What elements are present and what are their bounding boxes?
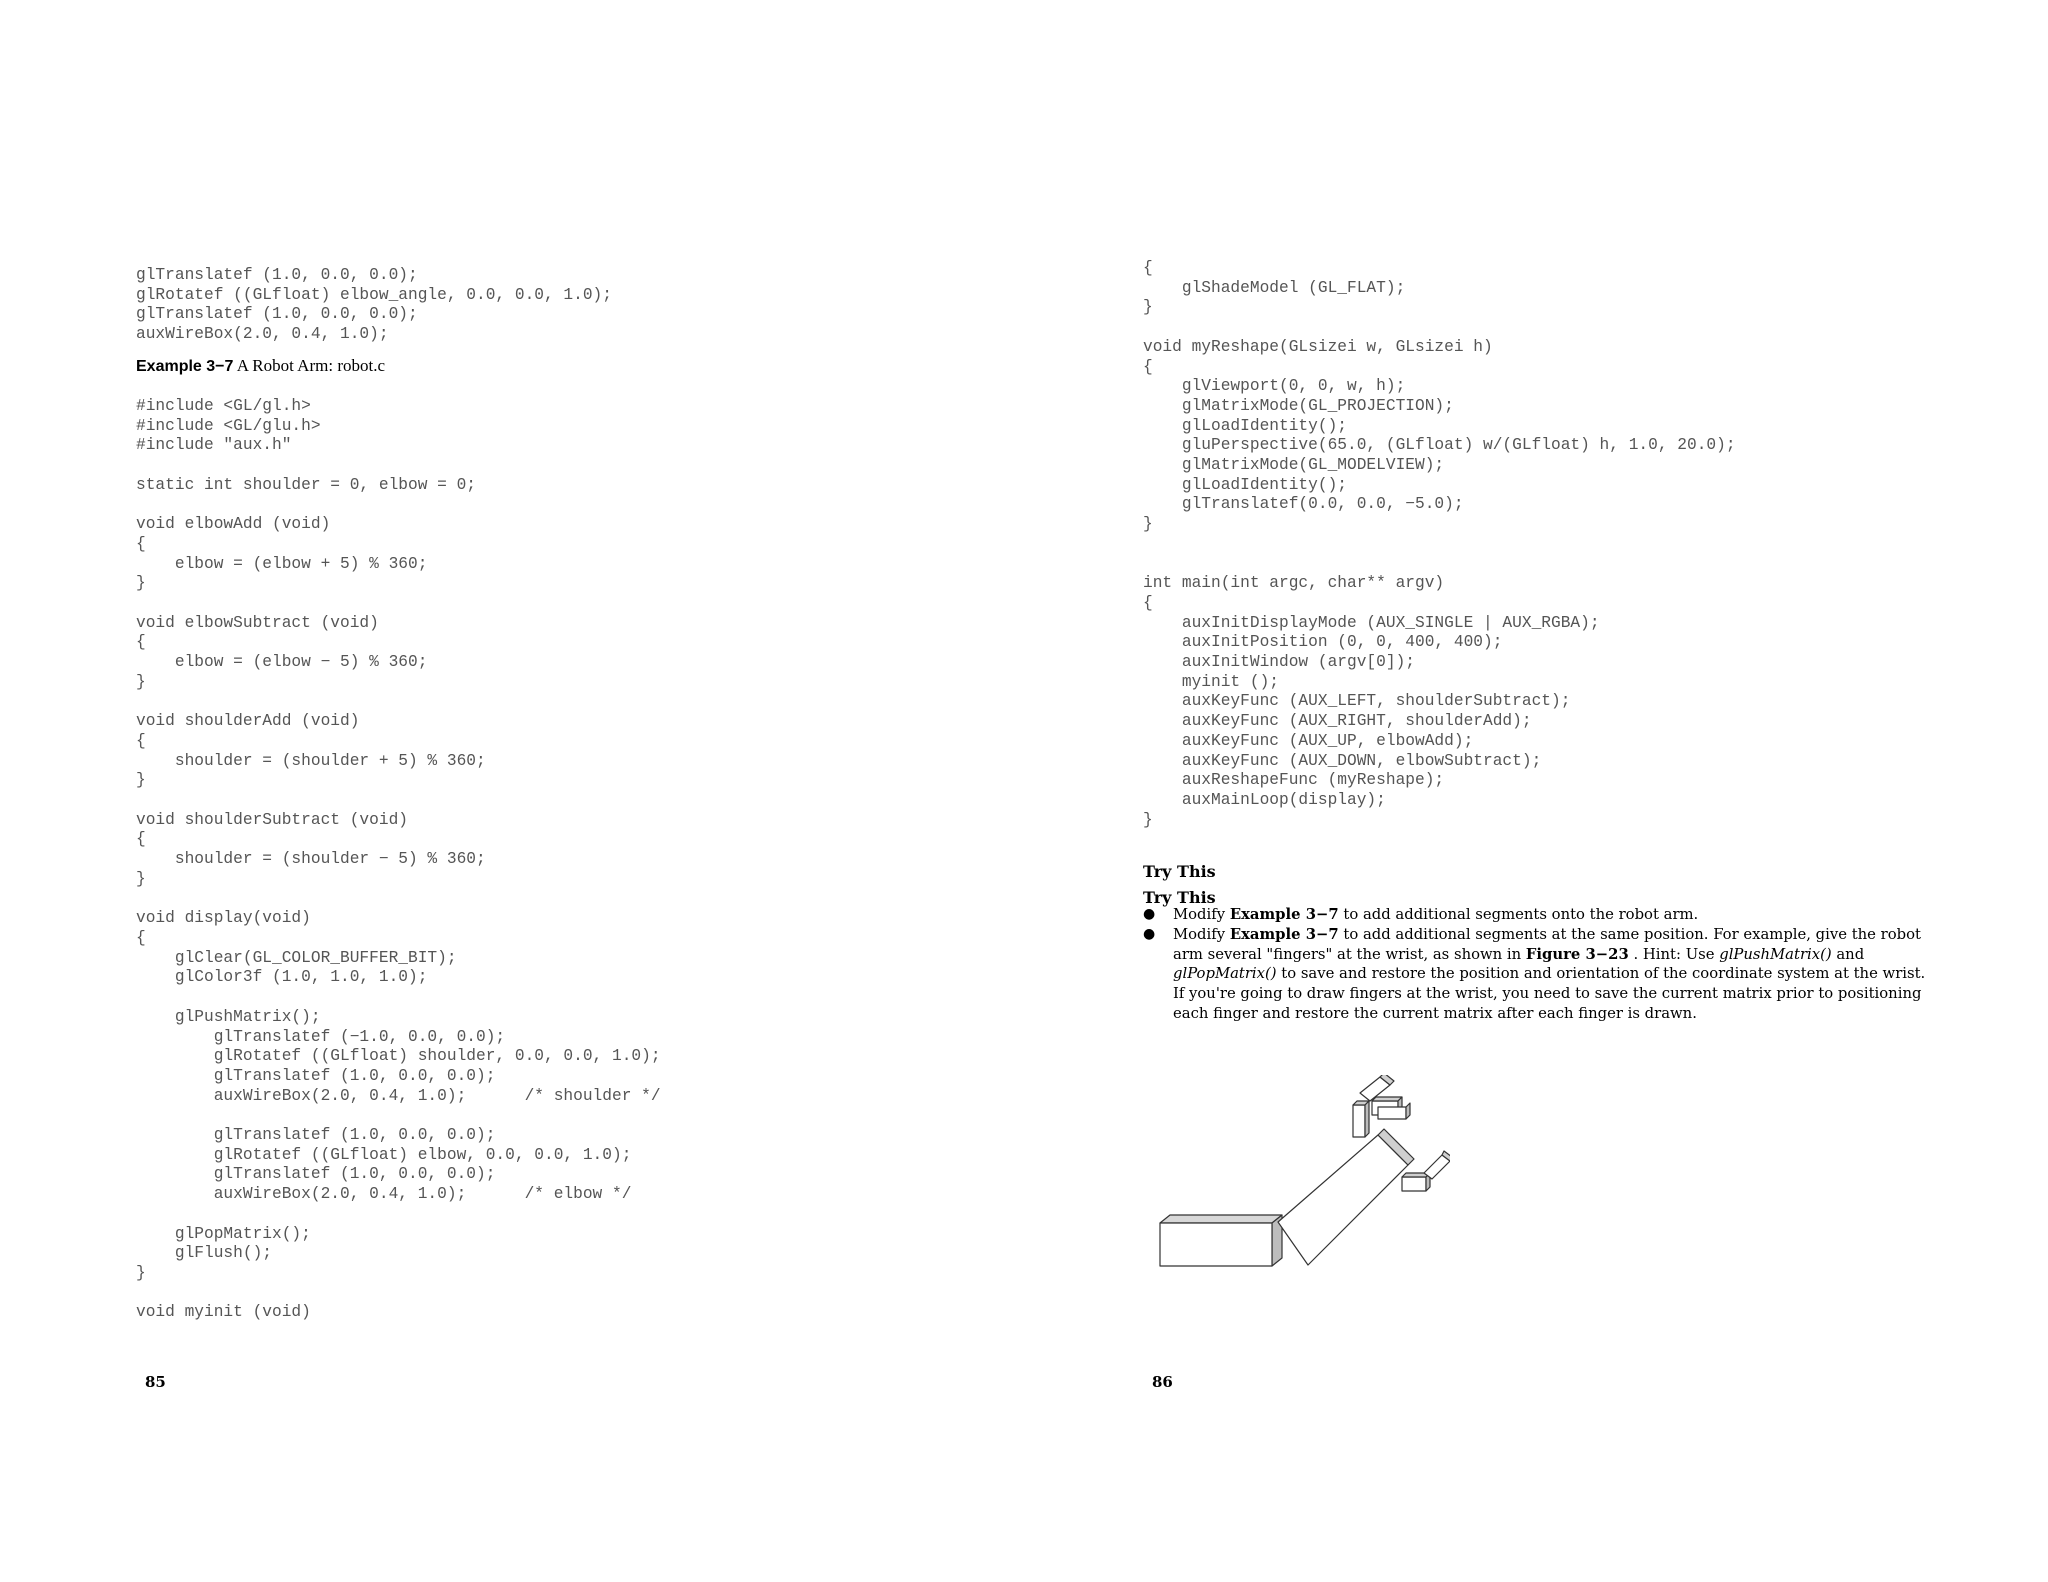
caption-label: Example 3−7: [136, 358, 234, 375]
bullet-text: to save and restore the position and orientation of the coordinate system at the wrist. If you're going to draw fingers at the wrist, you need to save the current matrix prior to positioning each finger and restore the current matrix after each finger is drawn.: [1173, 965, 1926, 1022]
bullet-icon: ●: [1143, 906, 1156, 922]
code-listing-robot: #include <GL/gl.h> #include <GL/glu.h> #include "aux.h" static int shoulder = 0, elbow = 0; void elbowAdd (void) { elbow = (elbow + 5) % 360; } void elbowSubtract (void) { elbow = (elbow − 5) % 360; } void shoulderAdd (void) { shoulder = (shoulder + 5) % 360; } void shoulderSubtract (void) { shoulder = (shoulder − 5) % 360; } void display(void) { glClear(GL_COLOR_BUFFER_BIT); glColor3f (1.0, 1.0, 1.0); glPushMatrix(); glTranslatef (−1.0, 0.0, 0.0); glRotatef ((GLfloat) shoulder, 0.0, 0.0, 1.0); glTranslatef (1.0, 0.0, 0.0); auxWireBox(2.0, 0.4, 1.0); /* shoulder */ glTranslatef (1.0, 0.0, 0.0); glRotatef ((GLfloat) elbow, 0.0, 0.0, 1.0); glTranslatef (1.0, 0.0, 0.0); auxWireBox(2.0, 0.4, 1.0); /* elbow */ glPopMatrix(); glFlush(); } void myinit (void): [136, 397, 661, 1322]
upper-finger-box: [1353, 1075, 1410, 1137]
function-name: glPopMatrix(): [1173, 965, 1277, 983]
bullet-text: to add additional segments at the same position. For example, give the robot arm several "fingers" at the wrist, as shown in: [1173, 925, 1921, 963]
figure-reference-link[interactable]: Figure 3−23: [1525, 945, 1629, 963]
bullet-text: . Hint: Use: [1628, 945, 1720, 963]
example-caption: [136, 356, 385, 376]
bullet-text: Modify: [1173, 906, 1230, 923]
list-item: [1143, 925, 1933, 1024]
bullet-icon: ●: [1143, 925, 1156, 942]
forearm-box: [1278, 1129, 1414, 1265]
try-this-list: [1143, 905, 1933, 1024]
list-item: [1143, 905, 1933, 925]
robot-arm-figure: [1150, 1075, 1450, 1285]
example-reference-link[interactable]: Example 3−7: [1229, 906, 1339, 923]
code-listing-continued: glTranslatef (1.0, 0.0, 0.0); glRotatef ((GLfloat) elbow_angle, 0.0, 0.0, 1.0); glTranslatef (1.0, 0.0, 0.0); auxWireBox(2.0, 0.4, 1.0);: [136, 266, 612, 344]
example-reference-link[interactable]: Example 3−7: [1229, 925, 1339, 943]
function-name: glPushMatrix(): [1719, 945, 1832, 963]
upper-arm-box: [1160, 1215, 1282, 1266]
bullet-text: and: [1831, 945, 1865, 963]
section-heading: Try This: [1143, 862, 1216, 881]
subsection-heading: Try This: [1143, 888, 1216, 907]
bullet-text: to add additional segments onto the robot arm.: [1338, 906, 1699, 923]
caption-text: A Robot Arm: robot.c: [233, 356, 385, 375]
page-number-left: 85: [145, 1373, 166, 1391]
bullet-text: Modify: [1173, 925, 1230, 943]
code-listing-right: { glShadeModel (GL_FLAT); } void myReshape(GLsizei w, GLsizei h) { glViewport(0, 0, w, h); glMatrixMode(GL_PROJECTION); glLoadIdentity(); gluPerspective(65.0, (GLfloat) w/(GLfloat) h, 1.0, 20.0); glMatrixMode(GL_MODELVIEW); glLoadIdentity(); glTranslatef(0.0, 0.0, −5.0); } int main(int argc, char** argv) { auxInitDisplayMode (AUX_SINGLE | AUX_RGBA); auxInitPosition (0, 0, 400, 400); auxInitWindow (argv[0]); myinit (); auxKeyFunc (AUX_LEFT, shoulderSubtract); auxKeyFunc (AUX_RIGHT, shoulderAdd); auxKeyFunc (AUX_UP, elbowAdd); auxKeyFunc (AUX_DOWN, elbowSubtract); auxReshapeFunc (myReshape); auxMainLoop(display); }: [1143, 259, 1736, 829]
page-number-right: 86: [1152, 1373, 1173, 1391]
